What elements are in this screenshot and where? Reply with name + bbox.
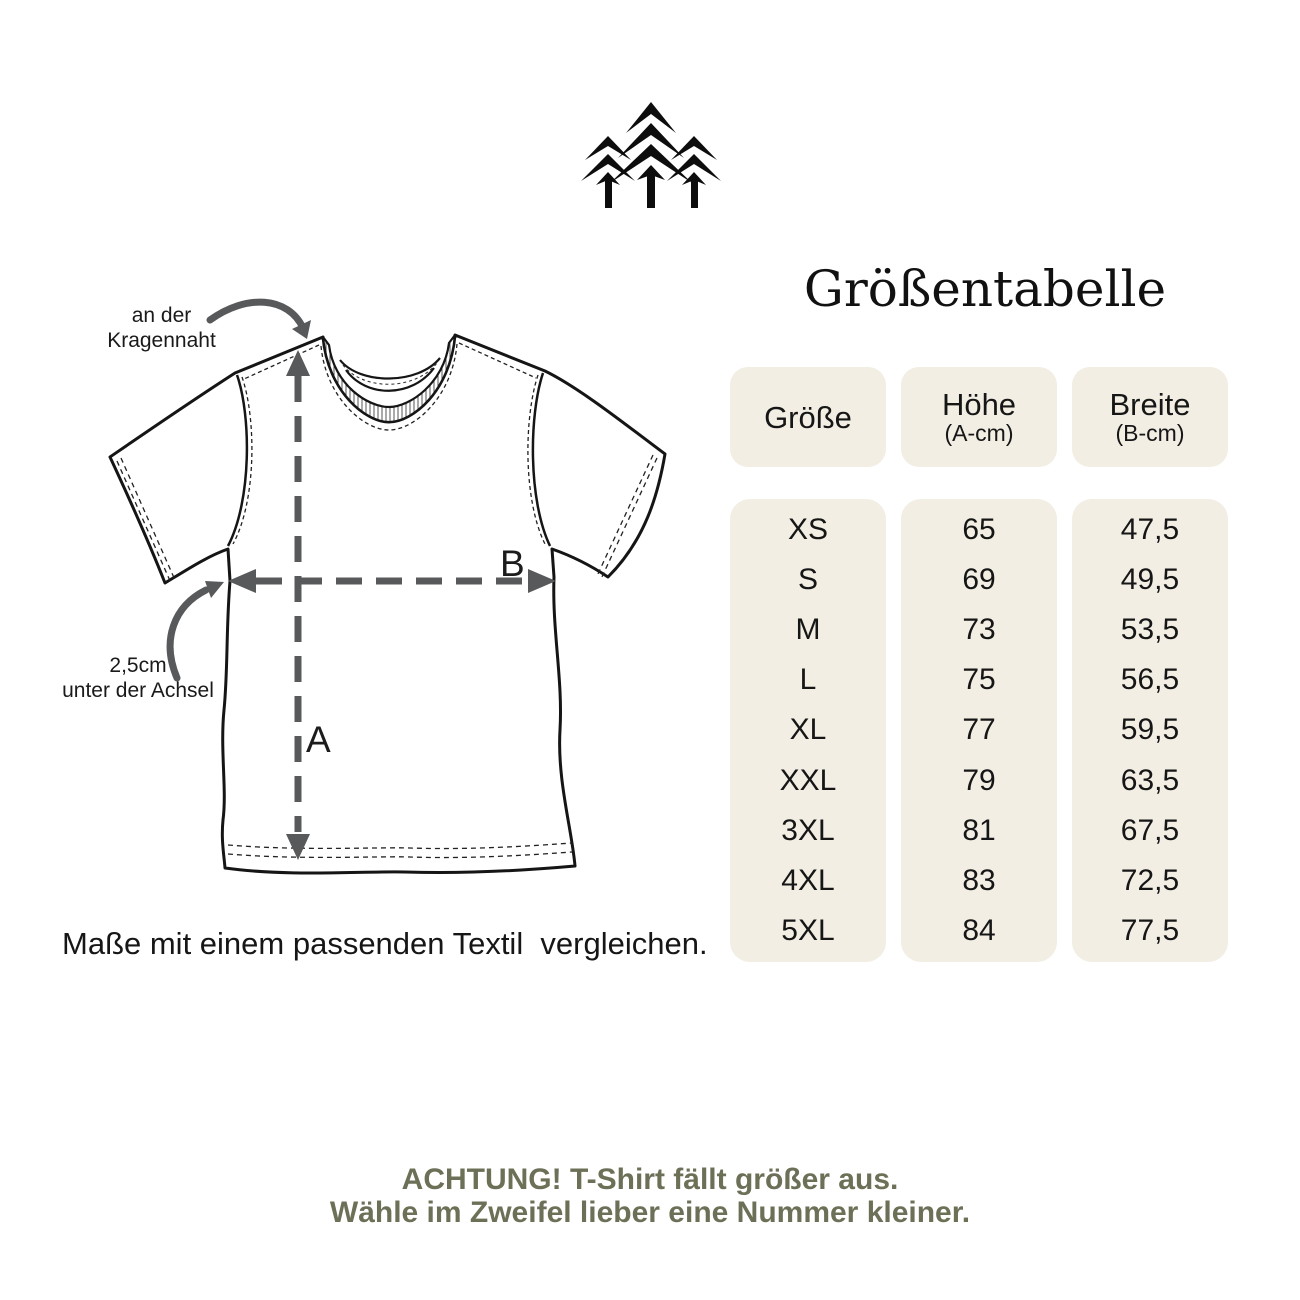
collar-label	[89, 303, 234, 353]
table-cell: 53,5	[1120, 613, 1180, 647]
warning-line1: ACHTUNG! T-Shirt fällt größer aus.	[401, 1163, 899, 1196]
collar-back-seam	[340, 358, 440, 379]
table-cell: 84	[962, 913, 996, 947]
table-cell: 4XL	[781, 863, 835, 897]
table-cell: 83	[962, 863, 996, 897]
header-sublabel: (A-cm)	[944, 420, 1014, 446]
warning-line2: Wähle im Zweifel lieber eine Nummer kleiner.	[329, 1196, 971, 1229]
table-cell: 69	[962, 563, 996, 597]
pine-trees-logo	[560, 80, 780, 230]
warning-text	[0, 1163, 1300, 1229]
table-cell: 47,5	[1120, 513, 1180, 547]
table-cell: 5XL	[781, 913, 835, 947]
table-cell: 75	[962, 663, 996, 697]
table-cell: M	[795, 613, 821, 647]
header-label: Höhe	[941, 387, 1017, 422]
table-cell: 67,5	[1120, 813, 1180, 847]
table-body-size	[730, 499, 886, 962]
table-cell: 49,5	[1120, 563, 1180, 597]
table-cell: 59,5	[1120, 713, 1180, 747]
table-cell: 3XL	[781, 813, 835, 847]
header-label: Größe	[764, 399, 852, 435]
label-a: A	[306, 719, 331, 760]
table-cell: XL	[789, 713, 827, 747]
header-cell-size	[730, 367, 886, 467]
page-title: Größentabelle	[803, 260, 1167, 318]
table-cell: 77	[962, 713, 996, 747]
armpit-label	[38, 653, 238, 703]
table-cell: 56,5	[1120, 663, 1180, 697]
table-body-height	[901, 499, 1057, 962]
header-sublabel: (B-cm)	[1115, 420, 1185, 446]
label-b: B	[500, 543, 525, 584]
table-cell: 77,5	[1120, 913, 1180, 947]
collar-label-line1: an der	[131, 304, 192, 327]
collar-label-line2: Kragennaht	[107, 329, 216, 352]
armpit-label-line1: 2,5cm	[109, 654, 167, 677]
table-cell: L	[799, 663, 817, 697]
armpit-label-line2: unter der Achsel	[62, 679, 214, 702]
table-cell: 73	[962, 613, 996, 647]
table-body-width	[1072, 499, 1228, 962]
table-cell: 81	[962, 813, 996, 847]
table-column-height	[901, 367, 1057, 962]
table-cell: 63,5	[1120, 763, 1180, 797]
table-cell: 65	[962, 513, 996, 547]
table-cell: 72,5	[1120, 863, 1180, 897]
note-text: Maße mit einem passenden Textil vergleichen.	[62, 926, 708, 961]
table-column-size	[730, 367, 886, 962]
table-column-width	[1072, 367, 1228, 962]
table-cell: 79	[962, 763, 996, 797]
header-cell-width	[1072, 367, 1228, 467]
table-cell: XS	[787, 513, 829, 547]
table-cell: S	[797, 563, 818, 597]
header-cell-height	[901, 367, 1057, 467]
header-label: Breite	[1109, 387, 1191, 422]
tshirt-diagram	[60, 290, 720, 910]
table-cell: XXL	[779, 763, 837, 797]
